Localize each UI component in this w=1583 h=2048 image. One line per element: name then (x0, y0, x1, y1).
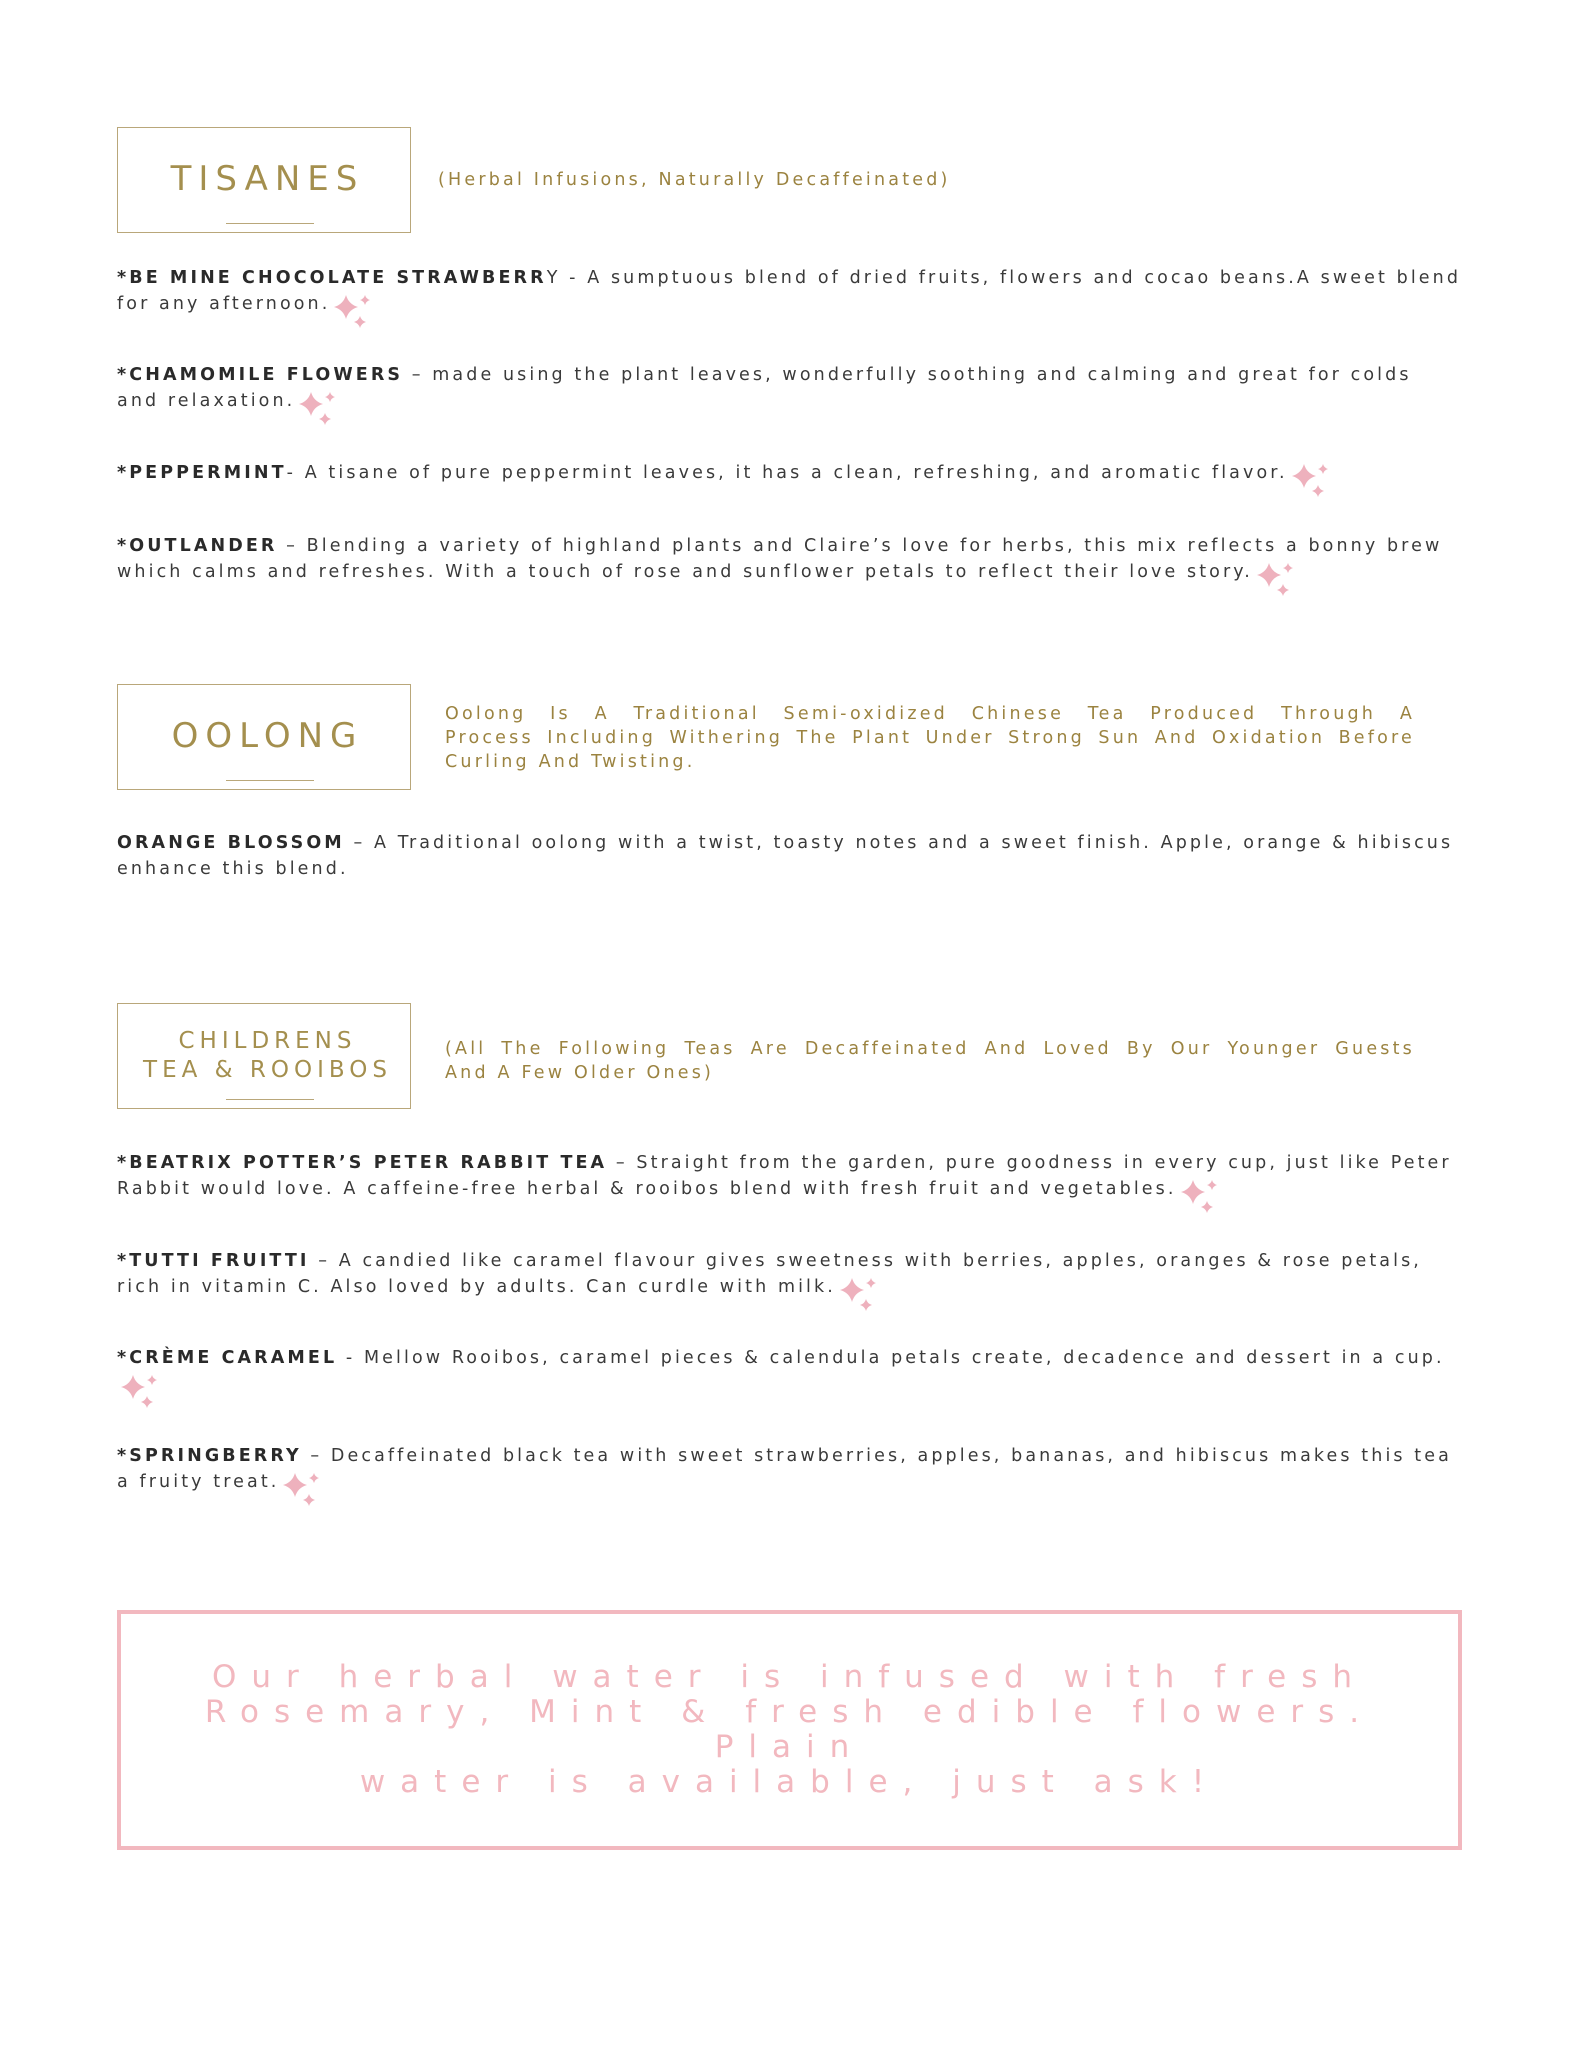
item-description: – Decaffeinated black tea with sweet strawberries, apples, bananas, and hibiscus makes this tea a fruity treat. (117, 1446, 1452, 1492)
sparkle-icon (281, 1469, 325, 1507)
item-description: – made using the plant leaves, wonderfully soothing and calming and great for colds and relaxation. (117, 365, 1412, 411)
menu-item (117, 1150, 1462, 1214)
sparkle-icon (1179, 1176, 1223, 1214)
section-title: OOLONG (171, 716, 364, 757)
item-description: – Straight from the garden, pure goodness in every cup, just like Peter Rabbit would love. A caffeine-free herbal & rooibos blend with fresh fruit and vegetables. (117, 1153, 1452, 1199)
menu-item (117, 830, 1462, 882)
water-note-line: Rosemary, Mint & fresh edible flowers. Plain (204, 1694, 1375, 1765)
item-name: *TUTTI FRUITTI (117, 1251, 310, 1271)
section-title: TISANES (170, 159, 365, 200)
item-description: – Blending a variety of highland plants and Claire’s love for herbs, this mix reflects a bonny brew which calms and refreshes. With a touch of rose and sunflower petals to reflect their love story. (117, 536, 1443, 582)
menu-item (117, 1443, 1462, 1507)
section-title-line: CHILDRENS (178, 1028, 357, 1055)
tisanes-title-box (117, 127, 411, 233)
section-subtitle (445, 1037, 1415, 1085)
item-name: ORANGE BLOSSOM (117, 833, 345, 853)
subtitle-line: (All The Following Teas Are Decaffeinated And Loved By Our Younger Guests (445, 1039, 1415, 1059)
sparkle-icon (1290, 460, 1334, 498)
item-name: *SPRINGBERRY (117, 1446, 302, 1466)
menu-item (117, 362, 1462, 426)
item-description: - A tisane of pure peppermint leaves, it has a clean, refreshing, and aromatic flavor. (286, 463, 1288, 483)
item-name: *PEPPERMINT (117, 463, 287, 483)
menu-item (117, 265, 1462, 329)
menu-item (117, 533, 1462, 597)
item-description: - Mellow Rooibos, caramel pieces & calendula petals create, decadence and dessert in a cup. (337, 1348, 1445, 1368)
item-name: *BE MINE CHOCOLATE STRAWBERR (117, 268, 547, 288)
sparkle-icon (838, 1274, 882, 1312)
menu-item (117, 460, 1462, 498)
subtitle-line: Process Including Withering The Plant Under Strong Sun And Oxidation Before (445, 728, 1415, 748)
oolong-title-box (117, 684, 411, 790)
menu-item (117, 1345, 1462, 1409)
title-underline (226, 780, 314, 781)
item-name: *CRÈME CARAMEL (117, 1348, 338, 1368)
sparkle-icon (297, 388, 341, 426)
water-note-line: Our herbal water is infused with fresh (211, 1659, 1368, 1695)
section-subtitle (445, 702, 1415, 774)
item-name-tail: Y (546, 268, 561, 288)
sparkle-icon (332, 291, 376, 329)
subtitle-line: Curling And Twisting. (445, 752, 696, 772)
title-underline (226, 1099, 314, 1100)
item-description: – A candied like caramel flavour gives sweetness with berries, apples, oranges & rose petals, rich in vitamin C. Also loved by adults. Can curdle with milk. (117, 1251, 1422, 1297)
menu-item (117, 1248, 1462, 1312)
sparkle-icon (119, 1371, 163, 1409)
title-underline (226, 223, 314, 224)
subtitle-line: Oolong Is A Traditional Semi-oxidized Chinese Tea Produced Through A (445, 704, 1415, 724)
subtitle-line: And A Few Older Ones) (445, 1063, 715, 1083)
item-description: – A Traditional oolong with a twist, toasty notes and a sweet finish. Apple, orange & hibiscus enhance this blend. (117, 833, 1454, 879)
item-name: *OUTLANDER (117, 536, 278, 556)
item-description: - A sumptuous blend of dried fruits, flowers and cocao beans.A sweet blend for any afternoon. (117, 268, 1462, 314)
item-name: *BEATRIX POTTER’S PETER RABBIT TEA (117, 1153, 608, 1173)
childrens-title-box (117, 1003, 411, 1109)
water-note-line: water is available, just ask! (359, 1764, 1220, 1800)
section-subtitle: (Herbal Infusions, Naturally Decaffeinated) (438, 170, 951, 190)
sparkle-icon (1255, 559, 1299, 597)
herbal-water-note (117, 1610, 1462, 1850)
section-title-line: TEA & ROOIBOS (143, 1057, 392, 1083)
item-name: *CHAMOMILE FLOWERS (117, 365, 404, 385)
water-note-text (160, 1660, 1420, 1800)
